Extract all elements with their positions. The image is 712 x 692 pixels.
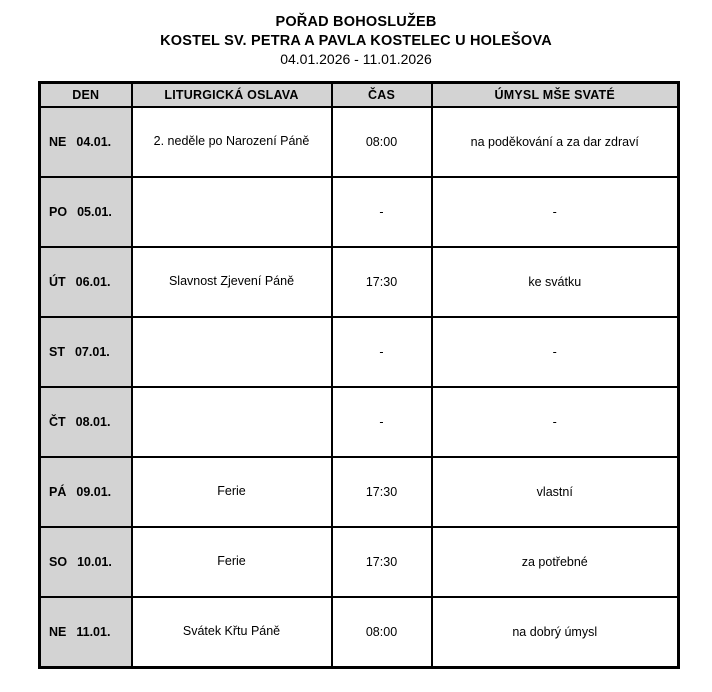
table-row bbox=[40, 457, 679, 527]
day-cell bbox=[40, 317, 132, 387]
celebration-cell bbox=[132, 317, 332, 387]
page-subtitle: KOSTEL SV. PETRA A PAVLA KOSTELEC U HOLEŠOVA bbox=[160, 32, 552, 49]
table-body bbox=[40, 107, 679, 668]
celebration-cell: Ferie bbox=[132, 527, 332, 597]
table-row bbox=[40, 177, 679, 247]
day-date: 05.01. bbox=[77, 204, 112, 219]
time-cell: 17:30 bbox=[332, 457, 432, 527]
column-header-cas: ČAS bbox=[332, 82, 432, 107]
time-cell: - bbox=[332, 317, 432, 387]
time-cell: - bbox=[332, 177, 432, 247]
day-cell bbox=[40, 387, 132, 457]
time-cell: 17:30 bbox=[332, 527, 432, 597]
intention-cell: - bbox=[432, 317, 679, 387]
day-cell bbox=[40, 527, 132, 597]
table-row bbox=[40, 247, 679, 317]
celebration-cell bbox=[132, 387, 332, 457]
day-abbr: NE bbox=[49, 134, 67, 149]
day-date: 10.01. bbox=[77, 554, 112, 569]
intention-cell: na poděkování a za dar zdraví bbox=[432, 107, 679, 177]
day-date: 11.01. bbox=[76, 624, 111, 639]
celebration-cell: Ferie bbox=[132, 457, 332, 527]
celebration-cell: Slavnost Zjevení Páně bbox=[132, 247, 332, 317]
column-header-liturgicka-oslava: LITURGICKÁ OSLAVA bbox=[132, 82, 332, 107]
day-abbr: PÁ bbox=[49, 484, 67, 499]
day-abbr: ÚT bbox=[49, 274, 66, 289]
intention-cell: za potřebné bbox=[432, 527, 679, 597]
column-header-umysl: ÚMYSL MŠE SVATÉ bbox=[432, 82, 679, 107]
time-cell: 17:30 bbox=[332, 247, 432, 317]
day-abbr: NE bbox=[49, 624, 67, 639]
day-abbr: ČT bbox=[49, 414, 66, 429]
table-header-row bbox=[40, 82, 679, 107]
intention-cell: na dobrý úmysl bbox=[432, 597, 679, 668]
day-date: 09.01. bbox=[76, 484, 112, 499]
intention-cell: - bbox=[432, 387, 679, 457]
intention-cell: ke svátku bbox=[432, 247, 679, 317]
time-cell: 08:00 bbox=[332, 597, 432, 668]
day-cell bbox=[40, 457, 132, 527]
celebration-cell bbox=[132, 177, 332, 247]
day-abbr: SO bbox=[49, 554, 68, 569]
day-abbr: PO bbox=[49, 204, 68, 219]
table-row bbox=[40, 107, 679, 177]
intention-cell: vlastní bbox=[432, 457, 679, 527]
time-cell: 08:00 bbox=[332, 107, 432, 177]
day-cell bbox=[40, 177, 132, 247]
table-row bbox=[40, 387, 679, 457]
day-cell bbox=[40, 107, 132, 177]
day-abbr: ST bbox=[49, 344, 65, 359]
day-date: 04.01. bbox=[76, 134, 112, 149]
day-date: 08.01. bbox=[75, 414, 111, 429]
table-row bbox=[40, 597, 679, 668]
schedule-table bbox=[38, 81, 680, 669]
document-header bbox=[0, 0, 712, 69]
celebration-cell: 2. neděle po Narození Páně bbox=[132, 107, 332, 177]
page-title: POŘAD BOHOSLUŽEB bbox=[275, 14, 437, 30]
day-cell bbox=[40, 247, 132, 317]
table-row bbox=[40, 527, 679, 597]
intention-cell: - bbox=[432, 177, 679, 247]
time-cell: - bbox=[332, 387, 432, 457]
column-header-den: DEN bbox=[40, 82, 132, 107]
day-date: 06.01. bbox=[75, 274, 111, 289]
day-date: 07.01. bbox=[74, 344, 110, 359]
day-cell bbox=[40, 597, 132, 668]
celebration-cell: Svátek Křtu Páně bbox=[132, 597, 332, 668]
table-row bbox=[40, 317, 679, 387]
date-range: 04.01.2026 - 11.01.2026 bbox=[280, 51, 432, 67]
